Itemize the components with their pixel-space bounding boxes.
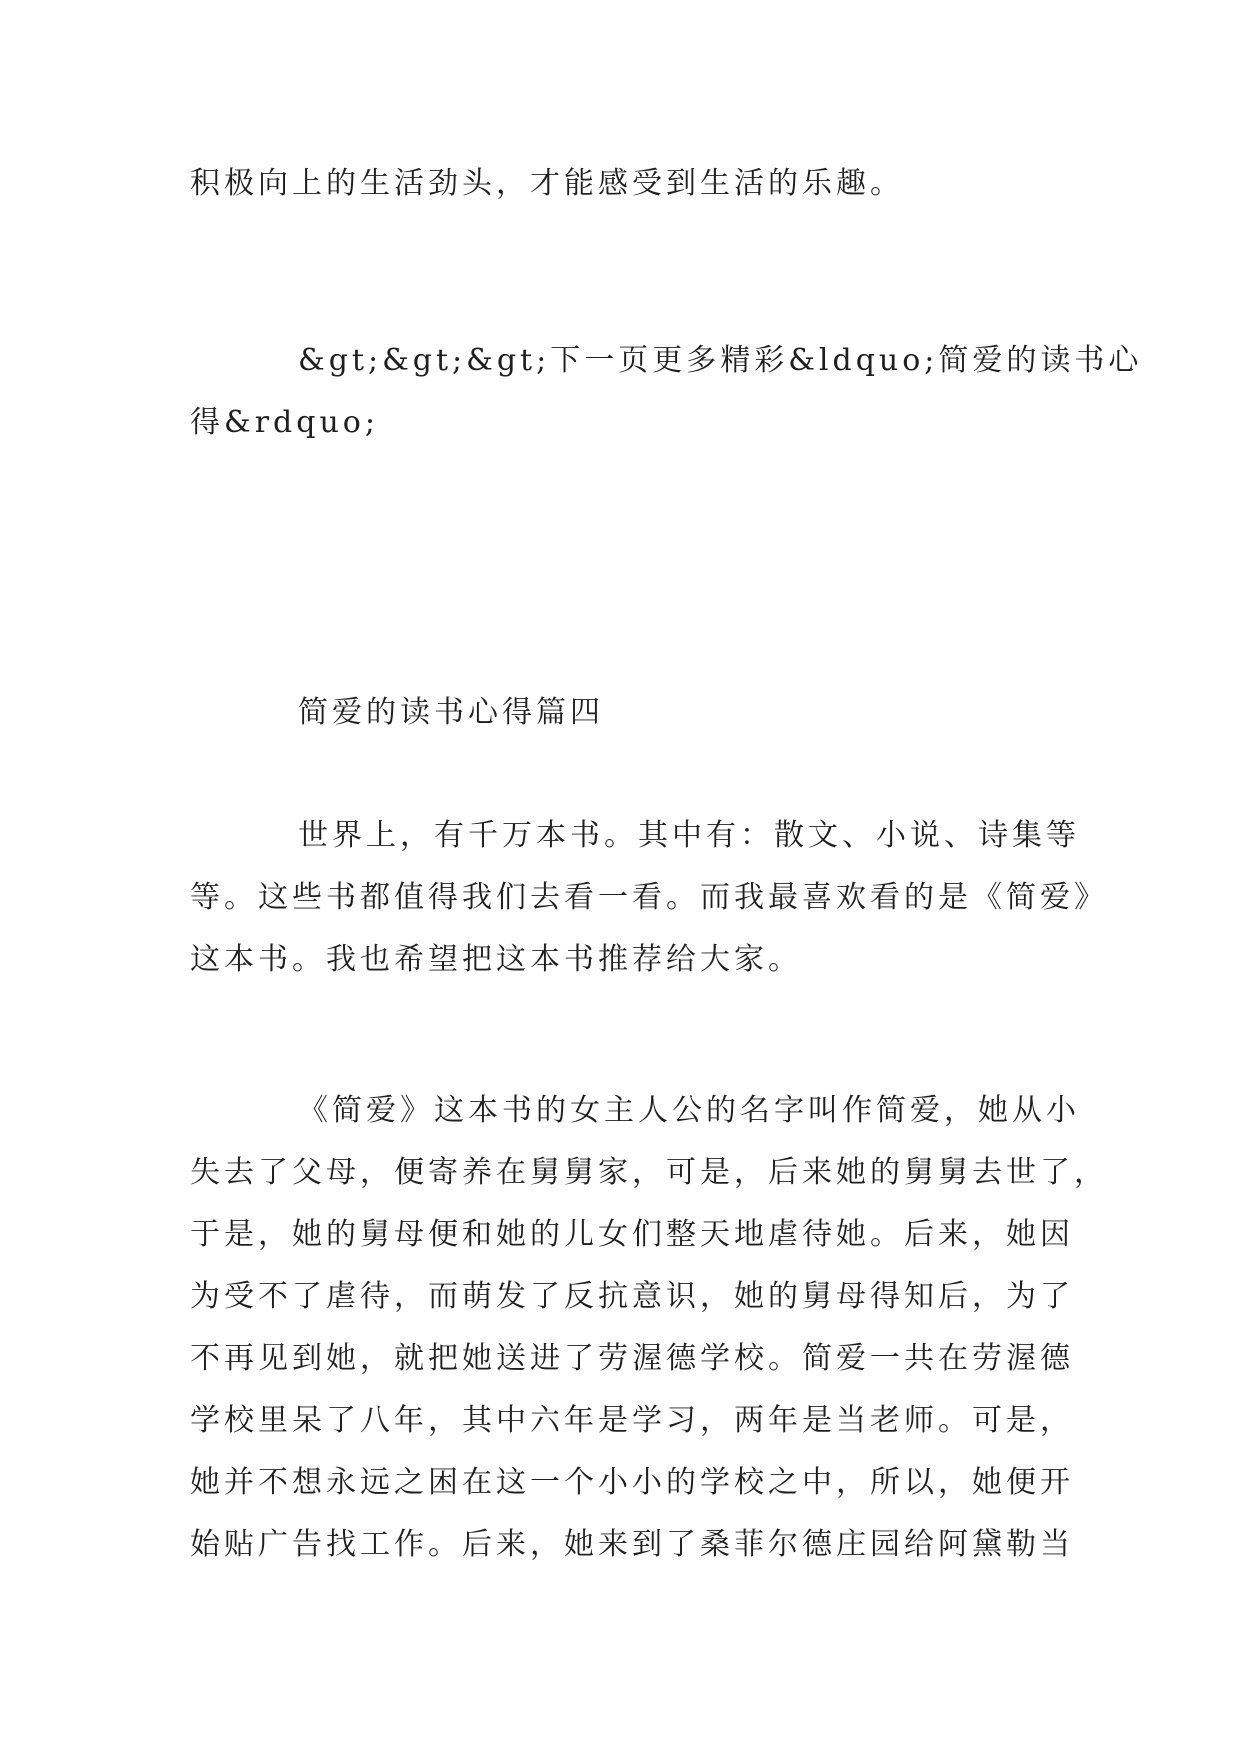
text-line: 积极向上的生活劲头，才能感受到生活的乐趣。 [190, 166, 904, 201]
text-line: 得&rdquo; [190, 405, 379, 440]
paragraph-continuation [190, 153, 1070, 215]
paragraph-story [190, 1080, 1108, 1576]
text-line: 这本书。我也希望把这本书推荐给大家。 [190, 942, 802, 977]
text-line: 《简爱》这本书的女主人公的名字叫作简爱，她从小 [298, 1093, 1080, 1128]
heading-text: 简爱的读书心得篇四 [298, 695, 604, 730]
text-line: 学校里呆了八年，其中六年是学习，两年是当老师。可是， [190, 1403, 1074, 1438]
text-line: 她并不想永远之困在这一个小小的学校之中，所以，她便开 [190, 1465, 1074, 1500]
text-line: 失去了父母，便寄养在舅舅家，可是，后来她的舅舅去世了， [190, 1155, 1108, 1190]
text-line: 为受不了虐待，而萌发了反抗意识，她的舅母得知后，为了 [190, 1279, 1074, 1314]
section-heading [190, 682, 1070, 744]
text-line: &gt;&gt;&gt;下一页更多精彩&ldquo;简爱的读书心 [298, 343, 1143, 378]
text-line: 于是，她的舅母便和她的儿女们整天地虐待她。后来，她因 [190, 1217, 1074, 1252]
text-line: 始贴广告找工作。后来，她来到了桑菲尔德庄园给阿黛勒当 [190, 1527, 1074, 1562]
paragraph-intro [190, 805, 1108, 991]
next-page-link-text [190, 330, 1143, 454]
text-line: 世界上，有千万本书。其中有：散文、小说、诗集等 [298, 818, 1080, 853]
text-line: 不再见到她，就把她送进了劳渥德学校。简爱一共在劳渥德 [190, 1341, 1074, 1376]
text-line: 等。这些书都值得我们去看一看。而我最喜欢看的是《简爱》 [190, 880, 1108, 915]
